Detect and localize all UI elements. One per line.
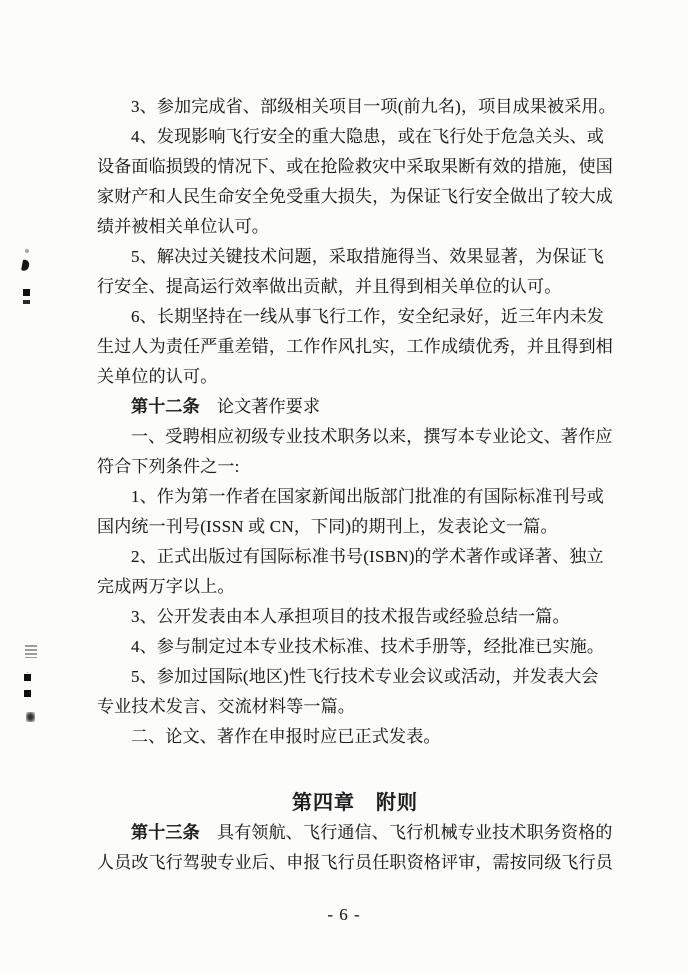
text-line — [97, 512, 613, 542]
text-line — [97, 848, 613, 878]
line-text: 2、正式出版过有国际标准书号(ISBN)的学术著作或译著、独立 — [131, 547, 604, 566]
ink-smudge-mark — [25, 645, 37, 658]
ink-dot-mark — [23, 289, 30, 296]
text-line — [97, 542, 613, 572]
line-text: 行安全、提高运行效率做出贡献，并且得到相关单位的认可。 — [97, 277, 562, 296]
text-line — [97, 632, 613, 662]
text-line — [97, 482, 613, 512]
article-number: 第十二条 — [131, 397, 200, 416]
line-text: 4、参与制定过本专业技术标准、技术手册等，经批准已实施。 — [131, 637, 605, 656]
line-text: 1、作为第一作者在国家新闻出版部门批准的有国际标准刊号或 — [131, 487, 605, 506]
line-text: 3、公开发表由本人承担项目的技术报告或经验总结一篇。 — [131, 607, 570, 626]
chapter-heading — [97, 782, 613, 818]
text-line — [97, 152, 613, 182]
page-number: - 6 - — [327, 905, 361, 924]
line-text: 具有领航、飞行通信、飞行机械专业技术职务资格的 — [199, 823, 613, 842]
line-text: 设备面临损毁的情况下、或在抢险救灾中采取果断有效的措施，使国 — [97, 157, 613, 176]
line-text: 第四章 附则 — [292, 792, 418, 814]
line-text: 5、解决过关键技术问题，采取措施得当、效果显著，为保证飞 — [131, 247, 605, 266]
line-text: 论文著作要求 — [199, 397, 321, 416]
text-line — [97, 212, 613, 242]
blank-line — [97, 752, 613, 782]
ink-dash-mark — [23, 300, 30, 304]
text-line — [97, 302, 613, 332]
article-number: 第十三条 — [131, 823, 200, 842]
text-line — [97, 92, 616, 122]
text-line — [97, 182, 613, 212]
line-text: 完成两万字以上。 — [97, 577, 235, 596]
line-text: 绩并被相关单位认可。 — [97, 217, 269, 236]
text-line — [97, 662, 613, 692]
text-line — [97, 242, 613, 272]
text-line — [97, 602, 613, 632]
line-text: 国内统一刊号(ISSN 或 CN，下同)的期刊上，发表论文一篇。 — [97, 517, 558, 536]
line-text: 符合下列条件之一: — [97, 457, 240, 476]
text-line — [97, 692, 613, 722]
line-text: 人员改飞行驾驶专业后、申报飞行员任职资格评审，需按同级飞行员 — [97, 853, 613, 872]
line-text: 5、参加过国际(地区)性飞行技术专业会议或活动，并发表大会 — [131, 667, 599, 686]
text-line — [97, 362, 613, 392]
line-text: 家财产和人民生命安全免受重大损失，为保证飞行安全做出了较大成 — [97, 187, 613, 206]
ink-dot-mark — [24, 674, 31, 681]
text-line — [97, 122, 613, 152]
line-text: 一、受聘相应初级专业技术职务以来，撰写本专业论文、著作应 — [131, 427, 613, 446]
text-line — [97, 722, 613, 752]
ink-comma-mark — [21, 259, 30, 271]
line-text: 关单位的认可。 — [97, 367, 218, 386]
text-line — [97, 272, 613, 302]
line-text: 专业技术发言、交流材料等一篇。 — [97, 697, 355, 716]
text-line — [97, 572, 613, 602]
document-body — [97, 92, 616, 878]
ink-smudge-mark — [26, 712, 35, 722]
text-line — [97, 422, 613, 452]
text-line — [97, 332, 613, 362]
ink-dot-mark — [24, 690, 31, 697]
text-line — [97, 392, 613, 422]
text-line — [97, 452, 613, 482]
line-text: 3、参加完成省、部级相关项目一项(前九名)，项目成果被采用。 — [131, 97, 616, 116]
text-line — [97, 818, 613, 848]
line-text: 二、论文、著作在申报时应已正式发表。 — [131, 727, 441, 746]
line-text: 4、发现影响飞行安全的重大隐患，或在飞行处于危急关头、或 — [131, 127, 605, 146]
ink-speck-mark — [25, 249, 29, 253]
line-text: 6、长期坚持在一线从事飞行工作，安全纪录好，近三年内未发 — [131, 307, 605, 326]
line-text: 生过人为责任严重差错，工作作风扎实，工作成绩优秀，并且得到相 — [97, 337, 613, 356]
